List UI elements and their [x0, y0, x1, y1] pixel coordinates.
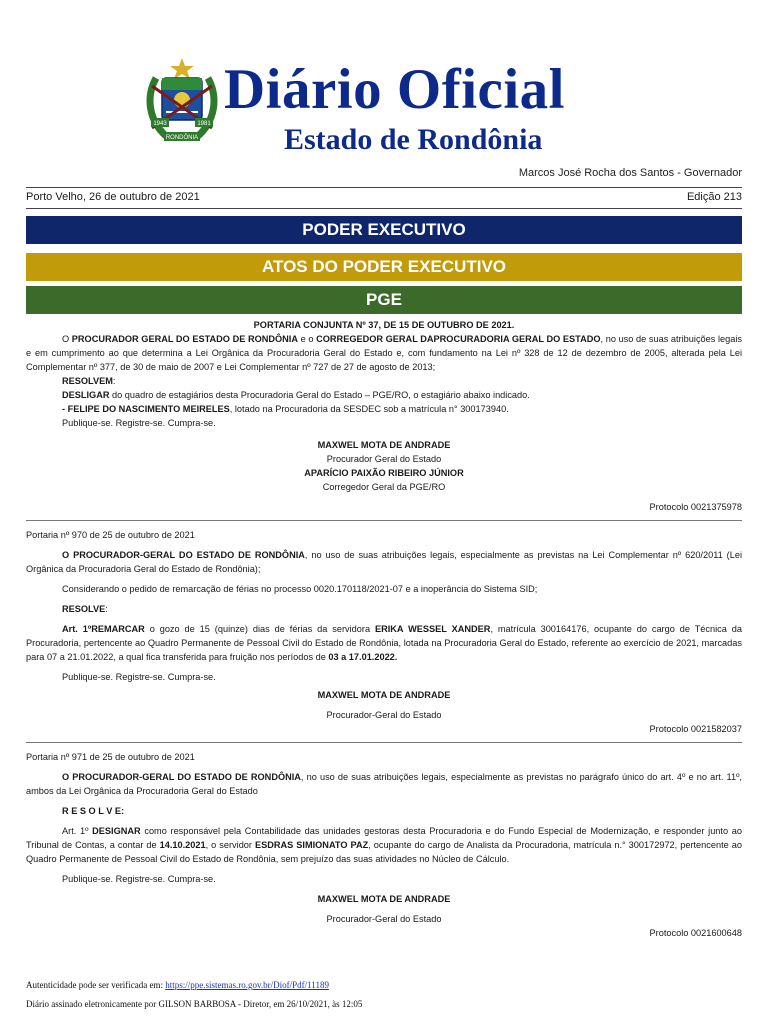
resolve-label: R E S O L V E: [62, 806, 125, 816]
crest-year-left: 1943 [153, 121, 167, 127]
signature-line: Diário assinado eletronicamente por GILSON BARBOSA - Diretor, em 26/10/2021, às 12:05 [26, 999, 363, 1009]
portaria-971 [26, 750, 742, 940]
dateline [26, 187, 742, 209]
servidora-name: ERIKA WESSEL XANDER [374, 624, 491, 634]
desligar-text: do quadro de estagiários desta Procuradoria Geral do Estado – PGE/RO, o estagiário abaixo indicado. [109, 390, 530, 400]
portaria-intro [26, 548, 742, 576]
portaria-intro [26, 770, 742, 798]
issue-date: Porto Velho, 26 de outubro de 2021 [26, 191, 200, 203]
portaria-heading: Portaria nº 971 de 25 de outubro de 2021 [26, 752, 195, 762]
article-text-c: , ocupante do cargo de Analista da Procuradoria, matrícula n.° 300172972, pertencente ao Quadro Permanente de Pessoal Civil do Estado de Rondônia, sem prejuízo das suas atividades no Núcleo de Cálculo. [26, 840, 742, 864]
signatory-role: Procurador Geral do Estado [326, 454, 442, 464]
intro-rest: , no uso de suas atribuições legais e em cumprimento ao que determina a Lei Orgânica da Procuradoria Geral do Estado e, com fundamento na Lei nº 328 de 12 de dezembro de 2005, alterada pela Lei Complementar nº 377, de 30 de maio de 2007 e Lei Complementar nº 727 de 27 de agosto de 2013; [26, 334, 742, 372]
signatory-role-2: Corregedor Geral da PGE/RO [322, 482, 446, 492]
protocol-number: Protocolo 0021375978 [649, 502, 742, 512]
signatory-name: MAXWEL MOTA DE ANDRADE [317, 894, 451, 904]
banner-pge: PGE [26, 286, 742, 314]
designar-label: DESIGNAR [92, 826, 141, 836]
desligar-line [26, 388, 742, 402]
signatory-role: Procurador-Geral do Estado [326, 914, 442, 924]
resolve-label: RESOLVE [62, 604, 106, 614]
portaria-conjunta-37 [26, 318, 742, 514]
authenticity-label: Autenticidade pode ser verificada em: [26, 980, 166, 990]
intro-rest: , no uso de suas atribuições legais, especialmente as previstas na Lei Complementar nº 620/2011 (Lei Orgânica da Procuradoria Geral do Estado de Rondônia); [26, 550, 742, 574]
publication-title: Diário Oficial [224, 58, 566, 121]
article-label: Art. 1ºREMARCAR [62, 624, 145, 634]
publique-line: Publique-se. Registre-se. Cumpra-se. [62, 672, 216, 682]
intro-rest: , no uso de suas atribuições legais, especialmente as previstas no parágrafo único do art. 4º e no art. 11º, ambos da Lei Orgânica da Procuradoria Geral do Estado [26, 772, 742, 796]
article-1 [26, 622, 742, 664]
procurador-title: PROCURADOR GERAL DO ESTADO DE RONDÔNIA [71, 334, 298, 344]
article-text-b: , o servidor [205, 840, 255, 850]
authenticity-link[interactable]: https://ppe.sistemas.ro.gov.br/Diof/Pdf/11189 [165, 980, 329, 990]
portaria-title: PORTARIA CONJUNTA Nº 37, DE 15 DE OUTUBRO DE 2021. [253, 320, 515, 330]
document-body [26, 318, 742, 940]
resolve-line [26, 602, 742, 616]
masthead [0, 52, 768, 162]
banner-atos: ATOS DO PODER EXECUTIVO [26, 253, 742, 281]
corregedor-title: CORREGEDOR GERAL DAPROCURADORIA GERAL DO ESTADO [316, 334, 601, 344]
considerando-line: Considerando o pedido de remarcação de férias no processo 0020.170118/2021-07 e a inoperância do Sistema SID; [62, 584, 538, 594]
article-prefix: Art. 1º [62, 826, 93, 836]
signatory-role: Procurador-Geral do Estado [326, 710, 442, 720]
resolve-colon: : [105, 604, 108, 614]
signatory-name: MAXWEL MOTA DE ANDRADE [317, 690, 451, 700]
protocol-number: Protocolo 0021582037 [649, 724, 742, 734]
edition-number: Edição 213 [686, 191, 742, 203]
banner-poder-executivo: PODER EXECUTIVO [26, 216, 742, 244]
desligar-label: DESLIGAR [62, 390, 110, 400]
publication-subtitle: Estado de Rondônia [284, 123, 543, 156]
section-divider [26, 742, 742, 743]
resolvem-label: RESOLVEM [62, 376, 113, 386]
person-text: , lotado na Procuradoria da SESDEC sob a matrícula n° 300173940. [229, 404, 509, 414]
resolvem-colon: : [112, 376, 116, 386]
authenticity-line [26, 979, 329, 991]
servidor-name: ESDRAS SIMIONATO PAZ [254, 840, 369, 850]
signatory-name-2: APARÍCIO PAIXÃO RIBEIRO JÚNIOR [304, 468, 464, 478]
intro-o: O [62, 334, 72, 344]
portaria-intro [26, 332, 742, 374]
article-period: 03 a 17.01.2022. [328, 652, 398, 662]
protocol-number: Protocolo 0021600648 [649, 928, 742, 938]
person-name: - FELIPE DO NASCIMENTO MEIRELES [62, 404, 230, 414]
crest-year-right: 1981 [197, 121, 211, 127]
portaria-heading: Portaria nº 970 de 25 de outubro de 2021 [26, 530, 195, 540]
article-text-a: o gozo de 15 (quinze) dias de férias da servidora [144, 624, 375, 634]
article-text-b: , matrícula 300164176, ocupante do cargo de Técnica da Procuradoria, pertencente ao Quadro Permanente de Pessoal Civil do Estado de Rondônia, lotada na Procuradoria Geral do Estado, referente ao exercício de 2021, marcadas para 07 a 21.01.2022, a qual fica transferida para fruição nos períodos de [26, 624, 742, 662]
signatory-name: MAXWEL MOTA DE ANDRADE [317, 440, 451, 450]
procurador-title: O PROCURADOR-GERAL DO ESTADO DE RONDÔNIA [62, 772, 301, 782]
governor-line: Marcos José Rocha dos Santos - Governador [518, 167, 742, 179]
crest-ribbon-text: RONDÔNIA [165, 135, 199, 141]
intro-e-o: e o [298, 334, 317, 344]
article-text-a: como responsável pela Contabilidade das unidades gestoras desta Procuradoria e do Fundo Especial de Modernização, e responder junto ao Tribunal de Contas, a contar de [26, 826, 742, 850]
section-divider [26, 520, 742, 521]
person-line [26, 402, 742, 416]
portaria-970 [26, 528, 742, 736]
publique-line: Publique-se. Registre-se. Cumpra-se. [62, 874, 216, 884]
publique-line: Publique-se. Registre-se. Cumpra-se. [62, 418, 216, 428]
resolvem-line [26, 374, 742, 388]
rondonia-coat-of-arms-icon [142, 56, 222, 148]
procurador-title: O PROCURADOR-GERAL DO ESTADO DE RONDÔNIA [62, 550, 305, 560]
article-1 [26, 824, 742, 866]
article-date: 14.10.2021 [159, 840, 206, 850]
